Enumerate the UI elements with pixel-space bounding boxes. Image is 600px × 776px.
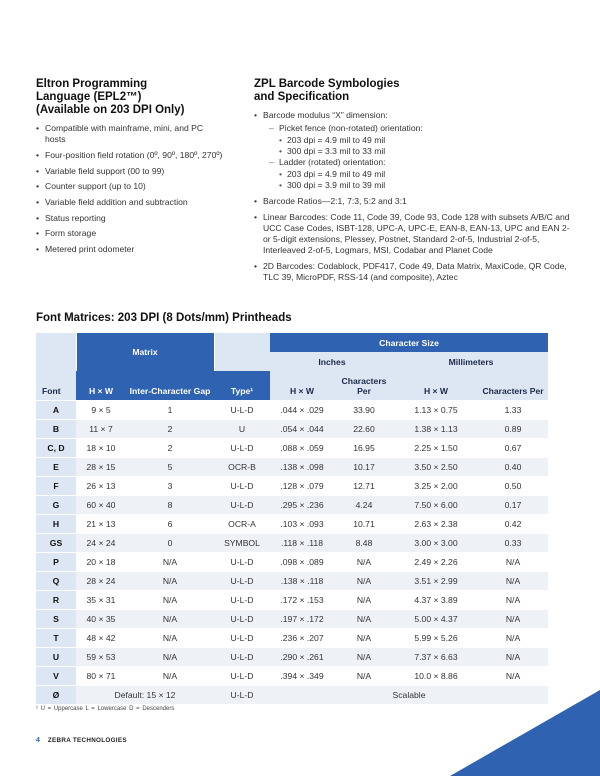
list-item: • Status reporting bbox=[36, 213, 226, 224]
header-character-size: Character Size bbox=[270, 333, 548, 352]
epl2-section bbox=[36, 78, 226, 260]
header-mm-hw: H × W bbox=[394, 371, 478, 400]
header-matrix: Matrix bbox=[76, 333, 214, 371]
table-row: Ø Default: 15 × 12 U-L-D Scalable bbox=[36, 685, 548, 704]
table-row: C, D 18 × 10 2 U-L-D .088 × .059 16.95 2.25 × 1.50 0.67 bbox=[36, 438, 548, 457]
ladder-item: • 300 dpi = 3.9 mil to 39 mil bbox=[269, 180, 572, 191]
modulus-details bbox=[269, 123, 572, 191]
zpl-title: ZPL Barcode Symbologies and Specification bbox=[254, 78, 400, 103]
ladder-label: – Ladder (rotated) orientation: bbox=[269, 157, 572, 168]
header-mm-chars-per: Characters Per bbox=[478, 371, 548, 400]
table-row: U 59 × 53 N/A U-L-D .290 × .261 N/A 7.37 × 6.63 N/A bbox=[36, 647, 548, 666]
list-item: • Variable field support (00 to 99) bbox=[36, 166, 226, 177]
table-row: GS 24 × 24 0 SYMBOL .118 × .118 8.48 3.00 × 3.00 0.33 bbox=[36, 533, 548, 552]
picket-fence-label: – Picket fence (non-rotated) orientation: bbox=[269, 123, 572, 134]
list-item: • Four-position field rotation (0º, 90º, 180º, 270º) bbox=[36, 150, 226, 161]
header-in-hw: H × W bbox=[270, 371, 334, 400]
table-row: Q 28 × 24 N/A U-L-D .138 × .118 N/A 3.51 × 2.99 N/A bbox=[36, 571, 548, 590]
zpl-spec-list bbox=[254, 110, 572, 284]
table-row: A 9 × 5 1 U-L-D .044 × .029 33.90 1.13 × 0.75 1.33 bbox=[36, 400, 548, 419]
epl2-title: Eltron Programming Language (EPL2™) (Available on 203 DPI Only) bbox=[36, 78, 185, 116]
table-row: P 20 × 18 N/A U-L-D .098 × .089 N/A 2.49 × 2.26 N/A bbox=[36, 552, 548, 571]
brand-name: ZEBRA TECHNOLOGIES bbox=[47, 737, 127, 744]
font-matrix-table bbox=[36, 333, 548, 704]
table-row: R 35 × 31 N/A U-L-D .172 × .153 N/A 4.37 × 3.89 N/A bbox=[36, 590, 548, 609]
header-in-chars-per: Characters Per bbox=[334, 371, 394, 400]
list-item: • Linear Barcodes: Code 11, Code 39, Code 93, Code 128 with subsets A/B/C and UCC Case Codes, ISBT-128, UPC-A, UPC-E, EAN-8, EAN-13, UPC and EAN 2- or 5-digit extensions, Plessey, Postnet, Standard 2-of-5, Industrial 2-of-5, Interleaved 2-of-5, Logmars, MSI, Codabar and Planet Code bbox=[254, 212, 572, 257]
list-item: • Metered print odometer bbox=[36, 244, 226, 255]
list-item: • Counter support (up to 10) bbox=[36, 181, 226, 192]
zpl-section bbox=[254, 78, 572, 288]
header-type: Type¹ bbox=[214, 371, 270, 400]
list-item: • 2D Barcodes: Codablock, PDF417, Code 49, Data Matrix, MaxiCode, QR Code, TLC 39, MicroPDF, RSS-14 (and composite), Aztec bbox=[254, 261, 572, 283]
header-gap: Inter-Character Gap bbox=[126, 371, 214, 400]
header-inches: Inches bbox=[270, 352, 394, 371]
table-row: F 26 × 13 3 U-L-D .128 × .079 12.71 3.25 × 2.00 0.50 bbox=[36, 476, 548, 495]
table-title: Font Matrices: 203 DPI (8 Dots/mm) Printheads bbox=[36, 312, 292, 324]
epl2-feature-list bbox=[36, 123, 226, 255]
corner-decoration bbox=[450, 690, 600, 776]
list-item: • Variable field addition and subtraction bbox=[36, 197, 226, 208]
list-item: • Compatible with mainframe, mini, and PC hosts bbox=[36, 123, 226, 145]
modulus-label: Barcode modulus “X” dimension: bbox=[263, 110, 388, 120]
table-row: G 60 × 40 8 U-L-D .295 × .236 4.24 7.50 × 6.00 0.17 bbox=[36, 495, 548, 514]
table-row: H 21 × 13 6 OCR-A .103 × .093 10.71 2.63 × 2.38 0.42 bbox=[36, 514, 548, 533]
header-font: Font bbox=[42, 385, 61, 396]
ladder-item: • 203 dpi = 4.9 mil to 49 mil bbox=[269, 169, 572, 180]
header-hw: H × W bbox=[76, 371, 126, 400]
page-footer bbox=[36, 737, 127, 744]
table-row: V 80 × 71 N/A U-L-D .394 × .349 N/A 10.0 × 8.86 N/A bbox=[36, 666, 548, 685]
page-number: 4 bbox=[36, 737, 40, 744]
list-item bbox=[254, 110, 572, 192]
list-item: • Form storage bbox=[36, 228, 226, 239]
table-row: E 28 × 15 5 OCR-B .138 × .098 10.17 3.50 × 2.50 0.40 bbox=[36, 457, 548, 476]
table-row: B 11 × 7 2 U .054 × .044 22.60 1.38 × 1.13 0.89 bbox=[36, 419, 548, 438]
picket-item: • 300 dpi = 3.3 mil to 33 mil bbox=[269, 146, 572, 157]
picket-item: • 203 dpi = 4.9 mil to 49 mil bbox=[269, 135, 572, 146]
footnote: ¹ U = Uppercase L = Lowercase D = Descenders bbox=[36, 706, 175, 712]
table-row: T 48 × 42 N/A U-L-D .236 × .207 N/A 5.99 × 5.26 N/A bbox=[36, 628, 548, 647]
header-millimeters: Millimeters bbox=[394, 352, 548, 371]
list-item: • Barcode Ratios—2:1, 7:3, 5:2 and 3:1 bbox=[254, 196, 572, 207]
table-row: S 40 × 35 N/A U-L-D .197 × .172 N/A 5.00 × 4.37 N/A bbox=[36, 609, 548, 628]
